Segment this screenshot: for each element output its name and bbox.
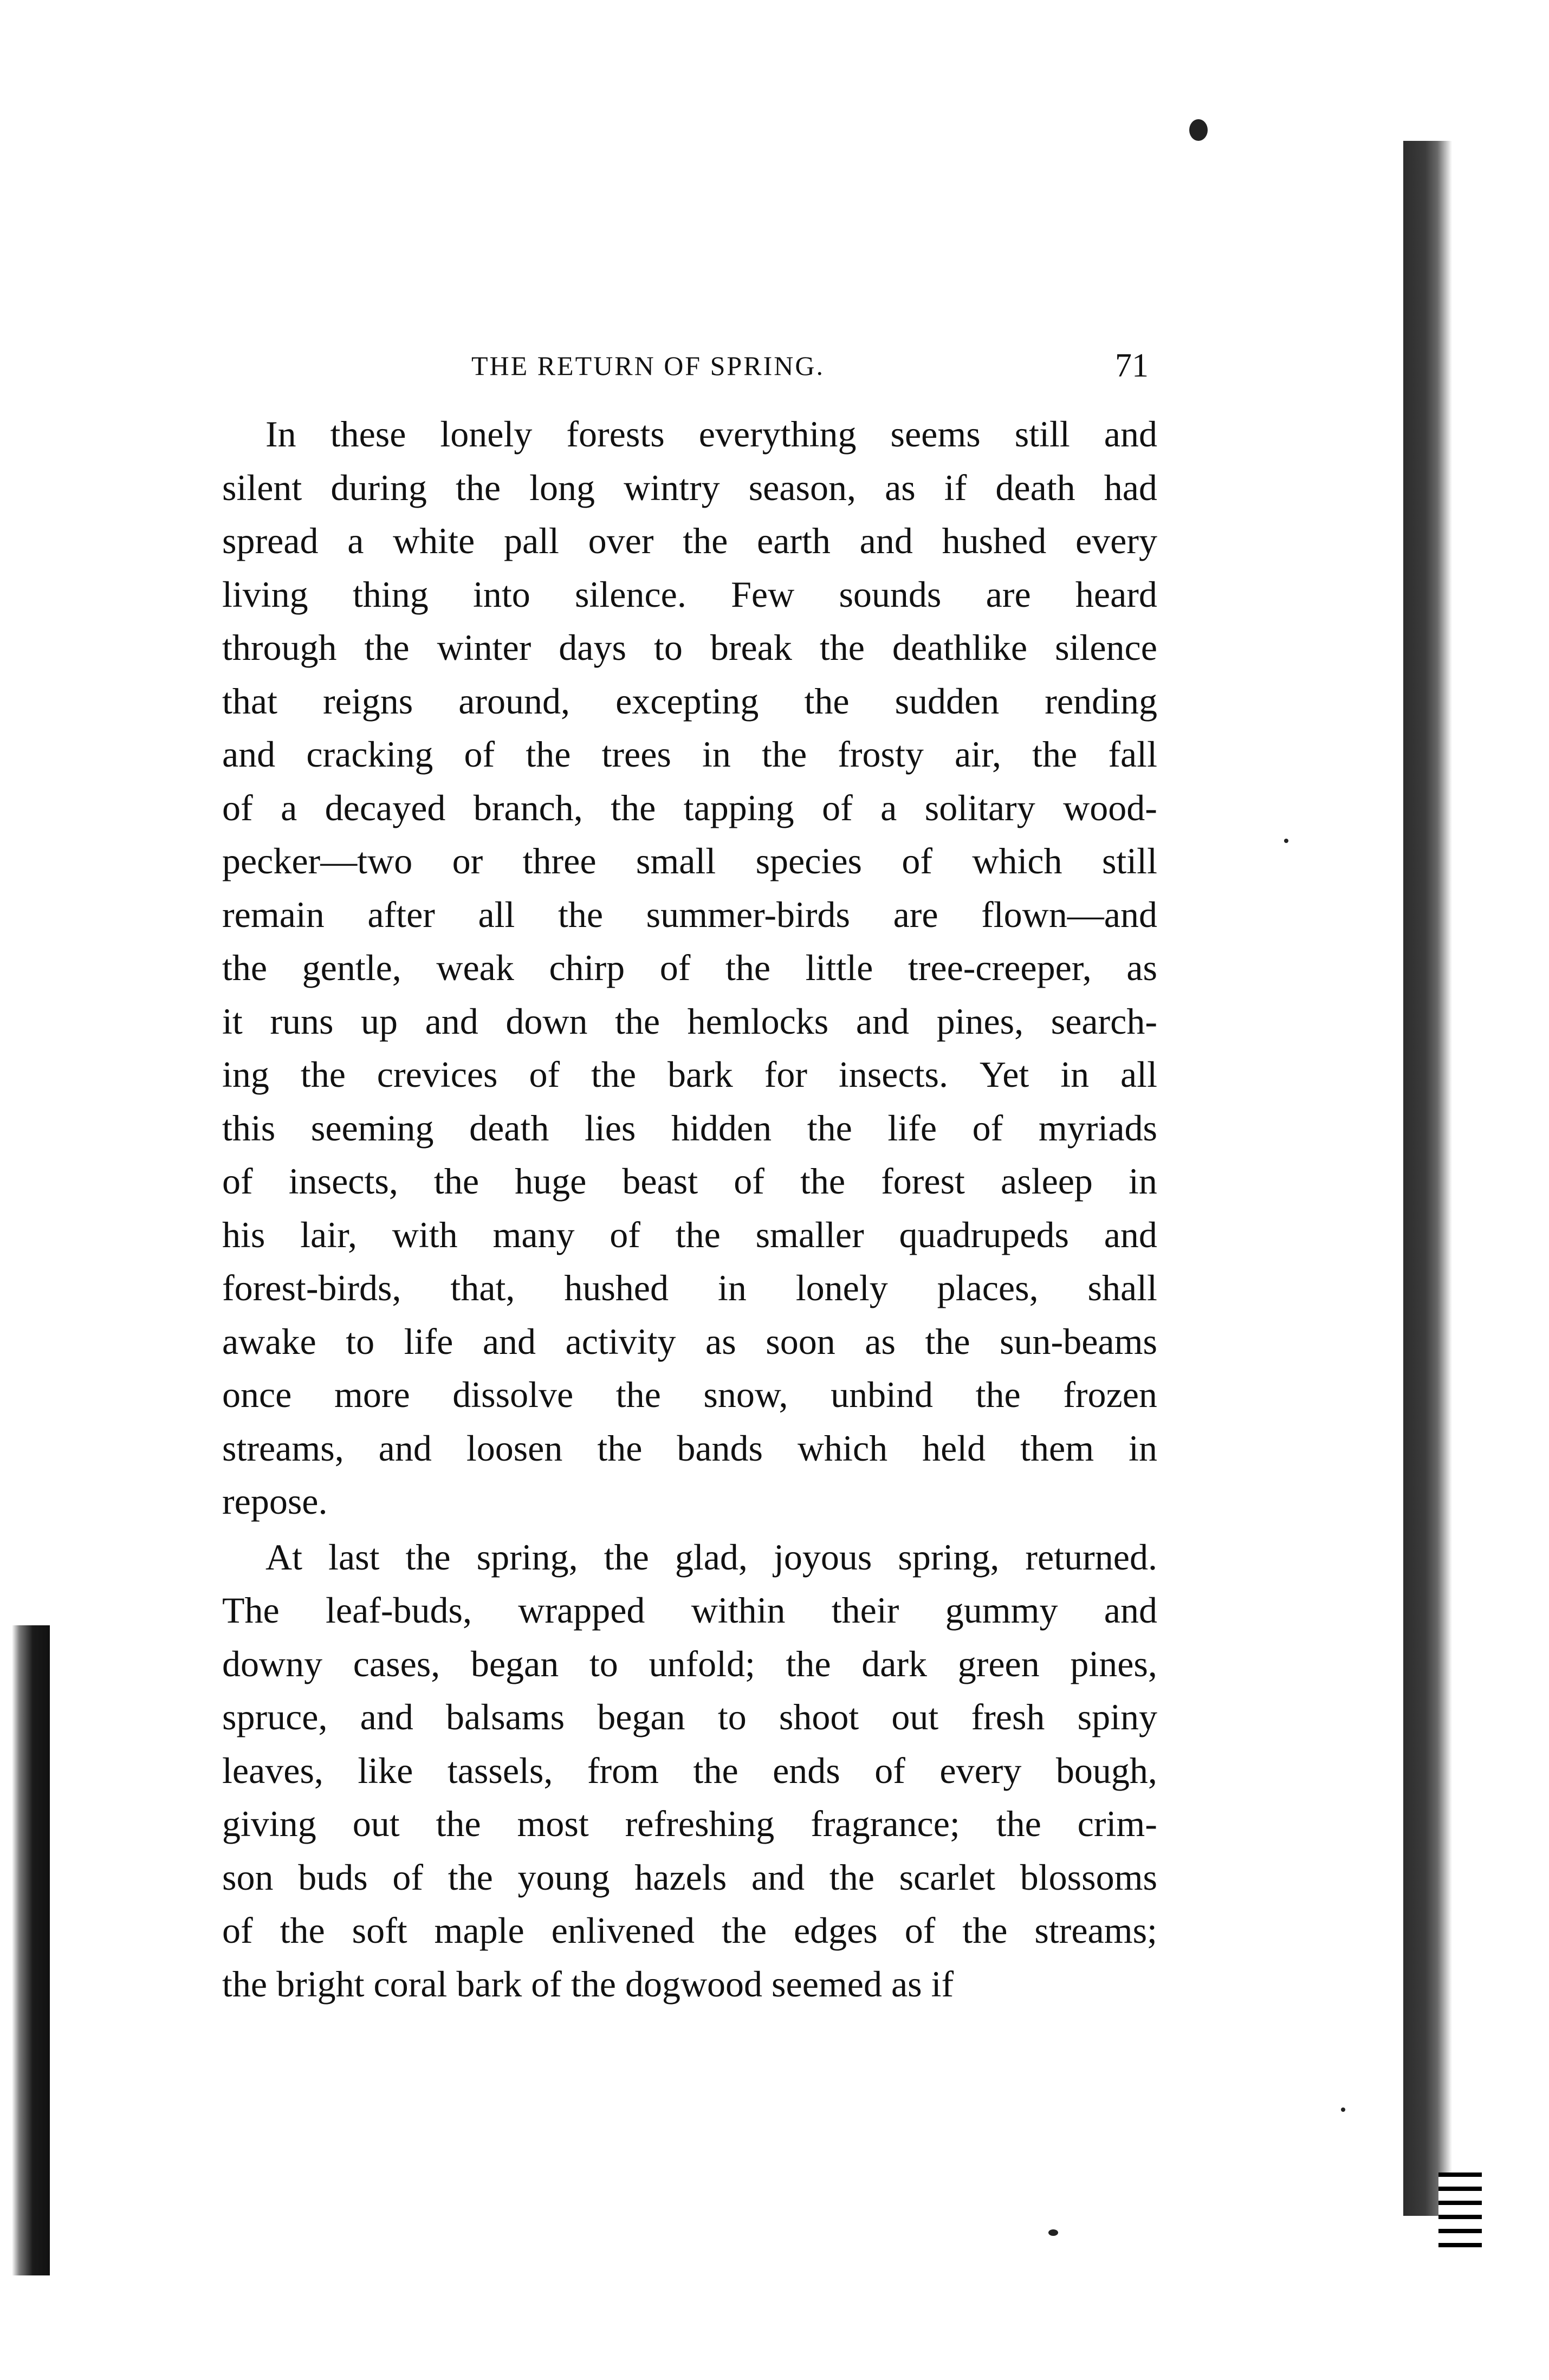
text-line: ing the crevices of the bark for insects. Yet in all — [222, 1054, 1157, 1095]
text-line: and cracking of the trees in the frosty air, the fall — [222, 734, 1157, 775]
text-line: this seeming death lies hidden the life of myriads — [222, 1107, 1157, 1149]
running-header — [222, 347, 1149, 390]
text-line: of the soft maple enlivened the edges of the streams; — [222, 1910, 1157, 1951]
text-line: the bright coral bark of the dogwood seemed as if — [222, 1963, 954, 2005]
text-line: streams, and loosen the bands which held them in — [222, 1427, 1157, 1469]
page-edge-marks — [1438, 2173, 1482, 2254]
ink-speck — [1048, 2229, 1058, 2236]
text-line: downy cases, began to unfold; the dark green pines, — [222, 1643, 1157, 1684]
page-edge-shadow-right — [1403, 141, 1452, 2216]
ink-speck — [1341, 2107, 1345, 2112]
text-line: of a decayed branch, the tapping of a solitary wood- — [222, 787, 1157, 828]
text-line: silent during the long wintry season, as if death had — [222, 466, 1157, 508]
paragraph — [222, 1531, 1157, 2011]
text-line: At last the spring, the glad, joyous spring, returned. — [265, 1536, 1157, 1578]
text-line: living thing into silence. Few sounds are heard — [222, 573, 1157, 615]
text-line: pecker—two or three small species of which still — [222, 840, 1157, 881]
text-line: son buds of the young hazels and the scarlet blossoms — [222, 1856, 1157, 1898]
text-line: his lair, with many of the smaller quadrupeds and — [222, 1214, 1157, 1255]
running-title: THE RETURN OF SPRING. — [471, 351, 825, 381]
text-line: The leaf-buds, wrapped within their gummy and — [222, 1590, 1157, 1631]
text-line: that reigns around, excepting the sudden rending — [222, 680, 1157, 722]
text-line: once more dissolve the snow, unbind the frozen — [222, 1374, 1157, 1415]
text-line: remain after all the summer-birds are flown—and — [222, 893, 1157, 935]
body-text — [222, 407, 1157, 2013]
text-line: it runs up and down the hemlocks and pines, search- — [222, 1000, 1157, 1042]
text-line: forest-birds, that, hushed in lonely places, shall — [222, 1267, 1157, 1308]
text-line: spruce, and balsams began to shoot out fresh spiny — [222, 1696, 1157, 1737]
ink-speck — [1284, 839, 1288, 843]
text-line: awake to life and activity as soon as the sun-beams — [222, 1320, 1157, 1362]
page-edge-shadow-left — [12, 1625, 50, 2275]
text-line: leaves, like tassels, from the ends of every bough, — [222, 1749, 1157, 1791]
text-line: spread a white pall over the earth and hushed every — [222, 520, 1157, 561]
page-number: 71 — [1115, 347, 1149, 384]
paragraph — [222, 407, 1157, 1528]
text-line: of insects, the huge beast of the forest asleep in — [222, 1160, 1157, 1202]
text-line: through the winter days to break the deathlike silence — [222, 627, 1157, 668]
text-line: In these lonely forests everything seems still and — [265, 413, 1157, 455]
text-line: repose. — [222, 1481, 328, 1522]
ink-speck — [1189, 119, 1208, 141]
text-line: giving out the most refreshing fragrance; the crim- — [222, 1803, 1157, 1844]
text-line: the gentle, weak chirp of the little tree-creeper, as — [222, 947, 1157, 988]
